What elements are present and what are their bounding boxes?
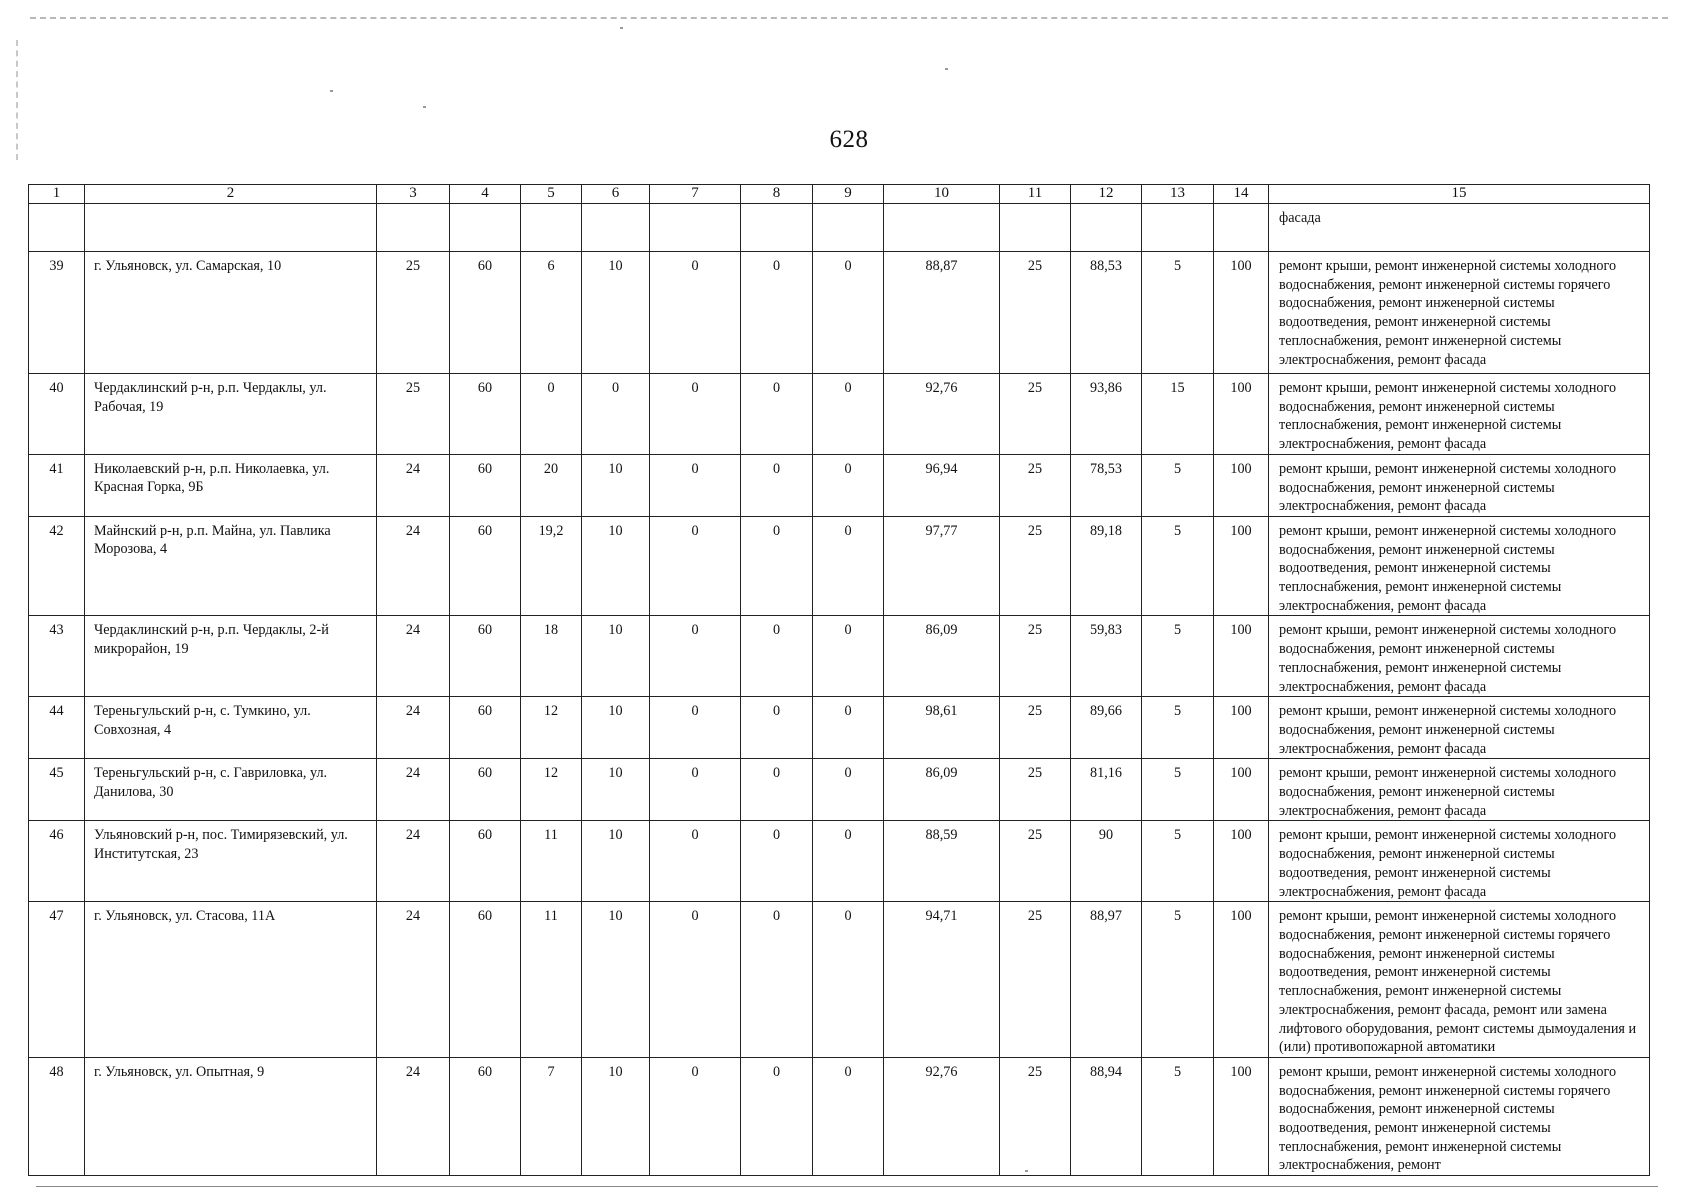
column-number-row xyxy=(29,185,1650,204)
value-cell-c9: 0 xyxy=(813,821,884,902)
value-cell-c13: 5 xyxy=(1142,252,1214,374)
scan-speck xyxy=(423,106,426,108)
value-cell-c11: 25 xyxy=(1000,902,1071,1058)
value-cell-c11: 25 xyxy=(1000,616,1071,697)
value-cell-c12: 88,97 xyxy=(1071,902,1142,1058)
table-row xyxy=(29,759,1650,821)
value-cell-c11: 25 xyxy=(1000,374,1071,455)
column-header-12: 12 xyxy=(1071,185,1142,204)
value-cell-c14: 100 xyxy=(1214,252,1269,374)
value-cell-c11: 25 xyxy=(1000,821,1071,902)
value-cell-c10: 98,61 xyxy=(884,697,1000,759)
row-number-cell: 47 xyxy=(29,902,85,1058)
value-cell-c12: 88,94 xyxy=(1071,1057,1142,1175)
value-cell-c9: 0 xyxy=(813,252,884,374)
value-cell-c14: 100 xyxy=(1214,697,1269,759)
value-cell-c7: 0 xyxy=(650,1057,741,1175)
value-cell-c7: 0 xyxy=(650,252,741,374)
value-cell-c9: 0 xyxy=(813,616,884,697)
scan-speck xyxy=(330,90,333,92)
value-cell-c6: 10 xyxy=(582,616,650,697)
value-cell-c10: 96,94 xyxy=(884,454,1000,516)
value-cell-c14: 100 xyxy=(1214,454,1269,516)
scan-border-bottom xyxy=(36,1186,1658,1187)
value-cell-c7: 0 xyxy=(650,516,741,616)
table-row xyxy=(29,252,1650,374)
value-cell-c9: 0 xyxy=(813,516,884,616)
row-number-cell: 45 xyxy=(29,759,85,821)
works-cell: ремонт крыши, ремонт инженерной системы холодного водоснабжения, ремонт инженерной системы водоотведения, ремонт инженерной системы теплоснабжения, ремонт инженерной системы электроснабжения, ремонт фасада xyxy=(1269,516,1650,616)
value-cell-c8: 0 xyxy=(741,902,813,1058)
row-number-cell xyxy=(29,204,85,252)
address-cell: Ульяновский р-н, пос. Тимирязевский, ул. Институтская, 23 xyxy=(85,821,377,902)
address-cell: Николаевский р-н, р.п. Николаевка, ул. Красная Горка, 9Б xyxy=(85,454,377,516)
value-cell-c8: 0 xyxy=(741,759,813,821)
value-cell-c3: 25 xyxy=(377,374,450,455)
value-cell-c7: 0 xyxy=(650,821,741,902)
value-cell-c5: 12 xyxy=(521,697,582,759)
value-cell-c6: 10 xyxy=(582,821,650,902)
value-cell-c14: 100 xyxy=(1214,1057,1269,1175)
column-header-11: 11 xyxy=(1000,185,1071,204)
value-cell-c9: 0 xyxy=(813,374,884,455)
value-cell-c8: 0 xyxy=(741,454,813,516)
column-header-1: 1 xyxy=(29,185,85,204)
value-cell-c14: 100 xyxy=(1214,902,1269,1058)
value-cell-c4: 60 xyxy=(450,454,521,516)
row-number-cell: 48 xyxy=(29,1057,85,1175)
value-cell-c7: 0 xyxy=(650,902,741,1058)
address-cell: г. Ульяновск, ул. Самарская, 10 xyxy=(85,252,377,374)
value-cell-c4 xyxy=(450,204,521,252)
table-row xyxy=(29,516,1650,616)
column-header-4: 4 xyxy=(450,185,521,204)
column-header-7: 7 xyxy=(650,185,741,204)
value-cell-c12: 89,18 xyxy=(1071,516,1142,616)
value-cell-c4: 60 xyxy=(450,516,521,616)
row-number-cell: 43 xyxy=(29,616,85,697)
value-cell-c10: 86,09 xyxy=(884,616,1000,697)
table-row xyxy=(29,1057,1650,1175)
value-cell-c5: 11 xyxy=(521,902,582,1058)
value-cell-c6: 10 xyxy=(582,454,650,516)
value-cell-c7: 0 xyxy=(650,697,741,759)
value-cell-c14: 100 xyxy=(1214,821,1269,902)
value-cell-c4: 60 xyxy=(450,374,521,455)
table-row xyxy=(29,454,1650,516)
value-cell-c10: 97,77 xyxy=(884,516,1000,616)
value-cell-c6: 10 xyxy=(582,252,650,374)
value-cell-c14: 100 xyxy=(1214,516,1269,616)
value-cell-c11: 25 xyxy=(1000,697,1071,759)
value-cell-c9: 0 xyxy=(813,1057,884,1175)
value-cell-c11: 25 xyxy=(1000,759,1071,821)
column-header-13: 13 xyxy=(1142,185,1214,204)
scan-speck xyxy=(620,27,623,29)
value-cell-c4: 60 xyxy=(450,616,521,697)
value-cell-c14: 100 xyxy=(1214,759,1269,821)
value-cell-c5: 18 xyxy=(521,616,582,697)
works-cell: фасада xyxy=(1269,204,1650,252)
value-cell-c3: 24 xyxy=(377,1057,450,1175)
value-cell-c11: 25 xyxy=(1000,252,1071,374)
value-cell-c13: 5 xyxy=(1142,1057,1214,1175)
table-row xyxy=(29,697,1650,759)
value-cell-c8: 0 xyxy=(741,252,813,374)
row-number-cell: 41 xyxy=(29,454,85,516)
row-number-cell: 39 xyxy=(29,252,85,374)
value-cell-c3: 24 xyxy=(377,902,450,1058)
value-cell-c5 xyxy=(521,204,582,252)
table-row xyxy=(29,821,1650,902)
column-header-10: 10 xyxy=(884,185,1000,204)
table-body xyxy=(29,204,1650,1176)
address-cell: Чердаклинский р-н, р.п. Чердаклы, 2-й микрорайон, 19 xyxy=(85,616,377,697)
value-cell-c13: 15 xyxy=(1142,374,1214,455)
address-cell: г. Ульяновск, ул. Опытная, 9 xyxy=(85,1057,377,1175)
value-cell-c6: 10 xyxy=(582,759,650,821)
value-cell-c12: 89,66 xyxy=(1071,697,1142,759)
value-cell-c10 xyxy=(884,204,1000,252)
works-cell: ремонт крыши, ремонт инженерной системы холодного водоснабжения, ремонт инженерной системы горячего водоснабжения, ремонт инженерной системы водоотведения, ремонт инженерной системы теплоснабжения, ремонт инженерной системы электроснабжения, ремонт фасада, ремонт или замена лифтового оборудования, ремонт системы дымоудаления и (или) противопожарной автоматики xyxy=(1269,902,1650,1058)
value-cell-c13: 5 xyxy=(1142,759,1214,821)
value-cell-c9: 0 xyxy=(813,454,884,516)
value-cell-c6: 10 xyxy=(582,697,650,759)
value-cell-c6: 0 xyxy=(582,374,650,455)
value-cell-c4: 60 xyxy=(450,759,521,821)
value-cell-c4: 60 xyxy=(450,252,521,374)
value-cell-c11: 25 xyxy=(1000,1057,1071,1175)
value-cell-c9: 0 xyxy=(813,697,884,759)
value-cell-c8 xyxy=(741,204,813,252)
value-cell-c10: 88,87 xyxy=(884,252,1000,374)
works-cell: ремонт крыши, ремонт инженерной системы холодного водоснабжения, ремонт инженерной системы электроснабжения, ремонт фасада xyxy=(1269,697,1650,759)
value-cell-c13: 5 xyxy=(1142,821,1214,902)
scan-speck xyxy=(945,68,948,70)
column-header-2: 2 xyxy=(85,185,377,204)
value-cell-c10: 92,76 xyxy=(884,1057,1000,1175)
value-cell-c12: 93,86 xyxy=(1071,374,1142,455)
value-cell-c8: 0 xyxy=(741,1057,813,1175)
column-header-15: 15 xyxy=(1269,185,1650,204)
value-cell-c12 xyxy=(1071,204,1142,252)
value-cell-c10: 92,76 xyxy=(884,374,1000,455)
row-number-cell: 46 xyxy=(29,821,85,902)
column-header-8: 8 xyxy=(741,185,813,204)
value-cell-c11: 25 xyxy=(1000,516,1071,616)
value-cell-c6: 10 xyxy=(582,516,650,616)
value-cell-c6: 10 xyxy=(582,1057,650,1175)
row-number-cell: 40 xyxy=(29,374,85,455)
value-cell-c10: 94,71 xyxy=(884,902,1000,1058)
works-cell: ремонт крыши, ремонт инженерной системы холодного водоснабжения, ремонт инженерной системы горячего водоснабжения, ремонт инженерной системы водоотведения, ремонт инженерной системы теплоснабжения, ремонт инженерной системы электроснабжения, ремонт фасада xyxy=(1269,252,1650,374)
value-cell-c13: 5 xyxy=(1142,454,1214,516)
works-cell: ремонт крыши, ремонт инженерной системы холодного водоснабжения, ремонт инженерной системы горячего водоснабжения, ремонт инженерной системы водоотведения, ремонт инженерной системы теплоснабжения, ремонт инженерной системы электроснабжения, ремонт xyxy=(1269,1057,1650,1175)
address-cell: Майнский р-н, р.п. Майна, ул. Павлика Морозова, 4 xyxy=(85,516,377,616)
value-cell-c11: 25 xyxy=(1000,454,1071,516)
column-header-14: 14 xyxy=(1214,185,1269,204)
table-row xyxy=(29,374,1650,455)
value-cell-c12: 90 xyxy=(1071,821,1142,902)
value-cell-c5: 20 xyxy=(521,454,582,516)
value-cell-c6: 10 xyxy=(582,902,650,1058)
works-cell: ремонт крыши, ремонт инженерной системы холодного водоснабжения, ремонт инженерной системы электроснабжения, ремонт фасада xyxy=(1269,454,1650,516)
value-cell-c6 xyxy=(582,204,650,252)
value-cell-c10: 88,59 xyxy=(884,821,1000,902)
value-cell-c8: 0 xyxy=(741,516,813,616)
value-cell-c3: 24 xyxy=(377,454,450,516)
value-cell-c5: 19,2 xyxy=(521,516,582,616)
value-cell-c3: 24 xyxy=(377,759,450,821)
address-cell: Тереньгульский р-н, с. Гавриловка, ул. Данилова, 30 xyxy=(85,759,377,821)
value-cell-c12: 78,53 xyxy=(1071,454,1142,516)
value-cell-c9: 0 xyxy=(813,902,884,1058)
column-header-3: 3 xyxy=(377,185,450,204)
works-cell: ремонт крыши, ремонт инженерной системы холодного водоснабжения, ремонт инженерной системы теплоснабжения, ремонт инженерной системы электроснабжения, ремонт фасада xyxy=(1269,374,1650,455)
repair-program-table xyxy=(28,184,1650,1176)
value-cell-c5: 11 xyxy=(521,821,582,902)
value-cell-c13: 5 xyxy=(1142,616,1214,697)
works-cell: ремонт крыши, ремонт инженерной системы холодного водоснабжения, ремонт инженерной системы электроснабжения, ремонт фасада xyxy=(1269,759,1650,821)
value-cell-c12: 88,53 xyxy=(1071,252,1142,374)
value-cell-c12: 59,83 xyxy=(1071,616,1142,697)
value-cell-c13 xyxy=(1142,204,1214,252)
works-cell: ремонт крыши, ремонт инженерной системы холодного водоснабжения, ремонт инженерной системы теплоснабжения, ремонт инженерной системы электроснабжения, ремонт фасада xyxy=(1269,616,1650,697)
value-cell-c8: 0 xyxy=(741,697,813,759)
row-number-cell: 44 xyxy=(29,697,85,759)
table-row xyxy=(29,616,1650,697)
address-cell: Чердаклинский р-н, р.п. Чердаклы, ул. Рабочая, 19 xyxy=(85,374,377,455)
value-cell-c11 xyxy=(1000,204,1071,252)
value-cell-c10: 86,09 xyxy=(884,759,1000,821)
value-cell-c3: 24 xyxy=(377,697,450,759)
value-cell-c7: 0 xyxy=(650,454,741,516)
value-cell-c3: 24 xyxy=(377,821,450,902)
row-number-cell: 42 xyxy=(29,516,85,616)
value-cell-c7 xyxy=(650,204,741,252)
address-cell: Тереньгульский р-н, с. Тумкино, ул. Совхозная, 4 xyxy=(85,697,377,759)
value-cell-c9 xyxy=(813,204,884,252)
column-header-5: 5 xyxy=(521,185,582,204)
value-cell-c14: 100 xyxy=(1214,374,1269,455)
value-cell-c3: 24 xyxy=(377,616,450,697)
value-cell-c3: 24 xyxy=(377,516,450,616)
value-cell-c4: 60 xyxy=(450,1057,521,1175)
value-cell-c4: 60 xyxy=(450,697,521,759)
value-cell-c3: 25 xyxy=(377,252,450,374)
value-cell-c7: 0 xyxy=(650,759,741,821)
page-number: 628 xyxy=(829,126,869,153)
value-cell-c7: 0 xyxy=(650,616,741,697)
value-cell-c4: 60 xyxy=(450,821,521,902)
value-cell-c7: 0 xyxy=(650,374,741,455)
address-cell xyxy=(85,204,377,252)
value-cell-c13: 5 xyxy=(1142,902,1214,1058)
table-row xyxy=(29,204,1650,252)
value-cell-c8: 0 xyxy=(741,374,813,455)
value-cell-c5: 6 xyxy=(521,252,582,374)
column-header-9: 9 xyxy=(813,185,884,204)
value-cell-c9: 0 xyxy=(813,759,884,821)
value-cell-c8: 0 xyxy=(741,821,813,902)
value-cell-c8: 0 xyxy=(741,616,813,697)
value-cell-c4: 60 xyxy=(450,902,521,1058)
scan-border-top xyxy=(30,17,1668,19)
works-cell: ремонт крыши, ремонт инженерной системы холодного водоснабжения, ремонт инженерной системы водоотведения, ремонт инженерной системы электроснабжения, ремонт фасада xyxy=(1269,821,1650,902)
value-cell-c5: 0 xyxy=(521,374,582,455)
value-cell-c5: 7 xyxy=(521,1057,582,1175)
value-cell-c3 xyxy=(377,204,450,252)
value-cell-c13: 5 xyxy=(1142,697,1214,759)
address-cell: г. Ульяновск, ул. Стасова, 11А xyxy=(85,902,377,1058)
value-cell-c14 xyxy=(1214,204,1269,252)
value-cell-c13: 5 xyxy=(1142,516,1214,616)
table-row xyxy=(29,902,1650,1058)
value-cell-c14: 100 xyxy=(1214,616,1269,697)
column-header-6: 6 xyxy=(582,185,650,204)
value-cell-c5: 12 xyxy=(521,759,582,821)
value-cell-c12: 81,16 xyxy=(1071,759,1142,821)
